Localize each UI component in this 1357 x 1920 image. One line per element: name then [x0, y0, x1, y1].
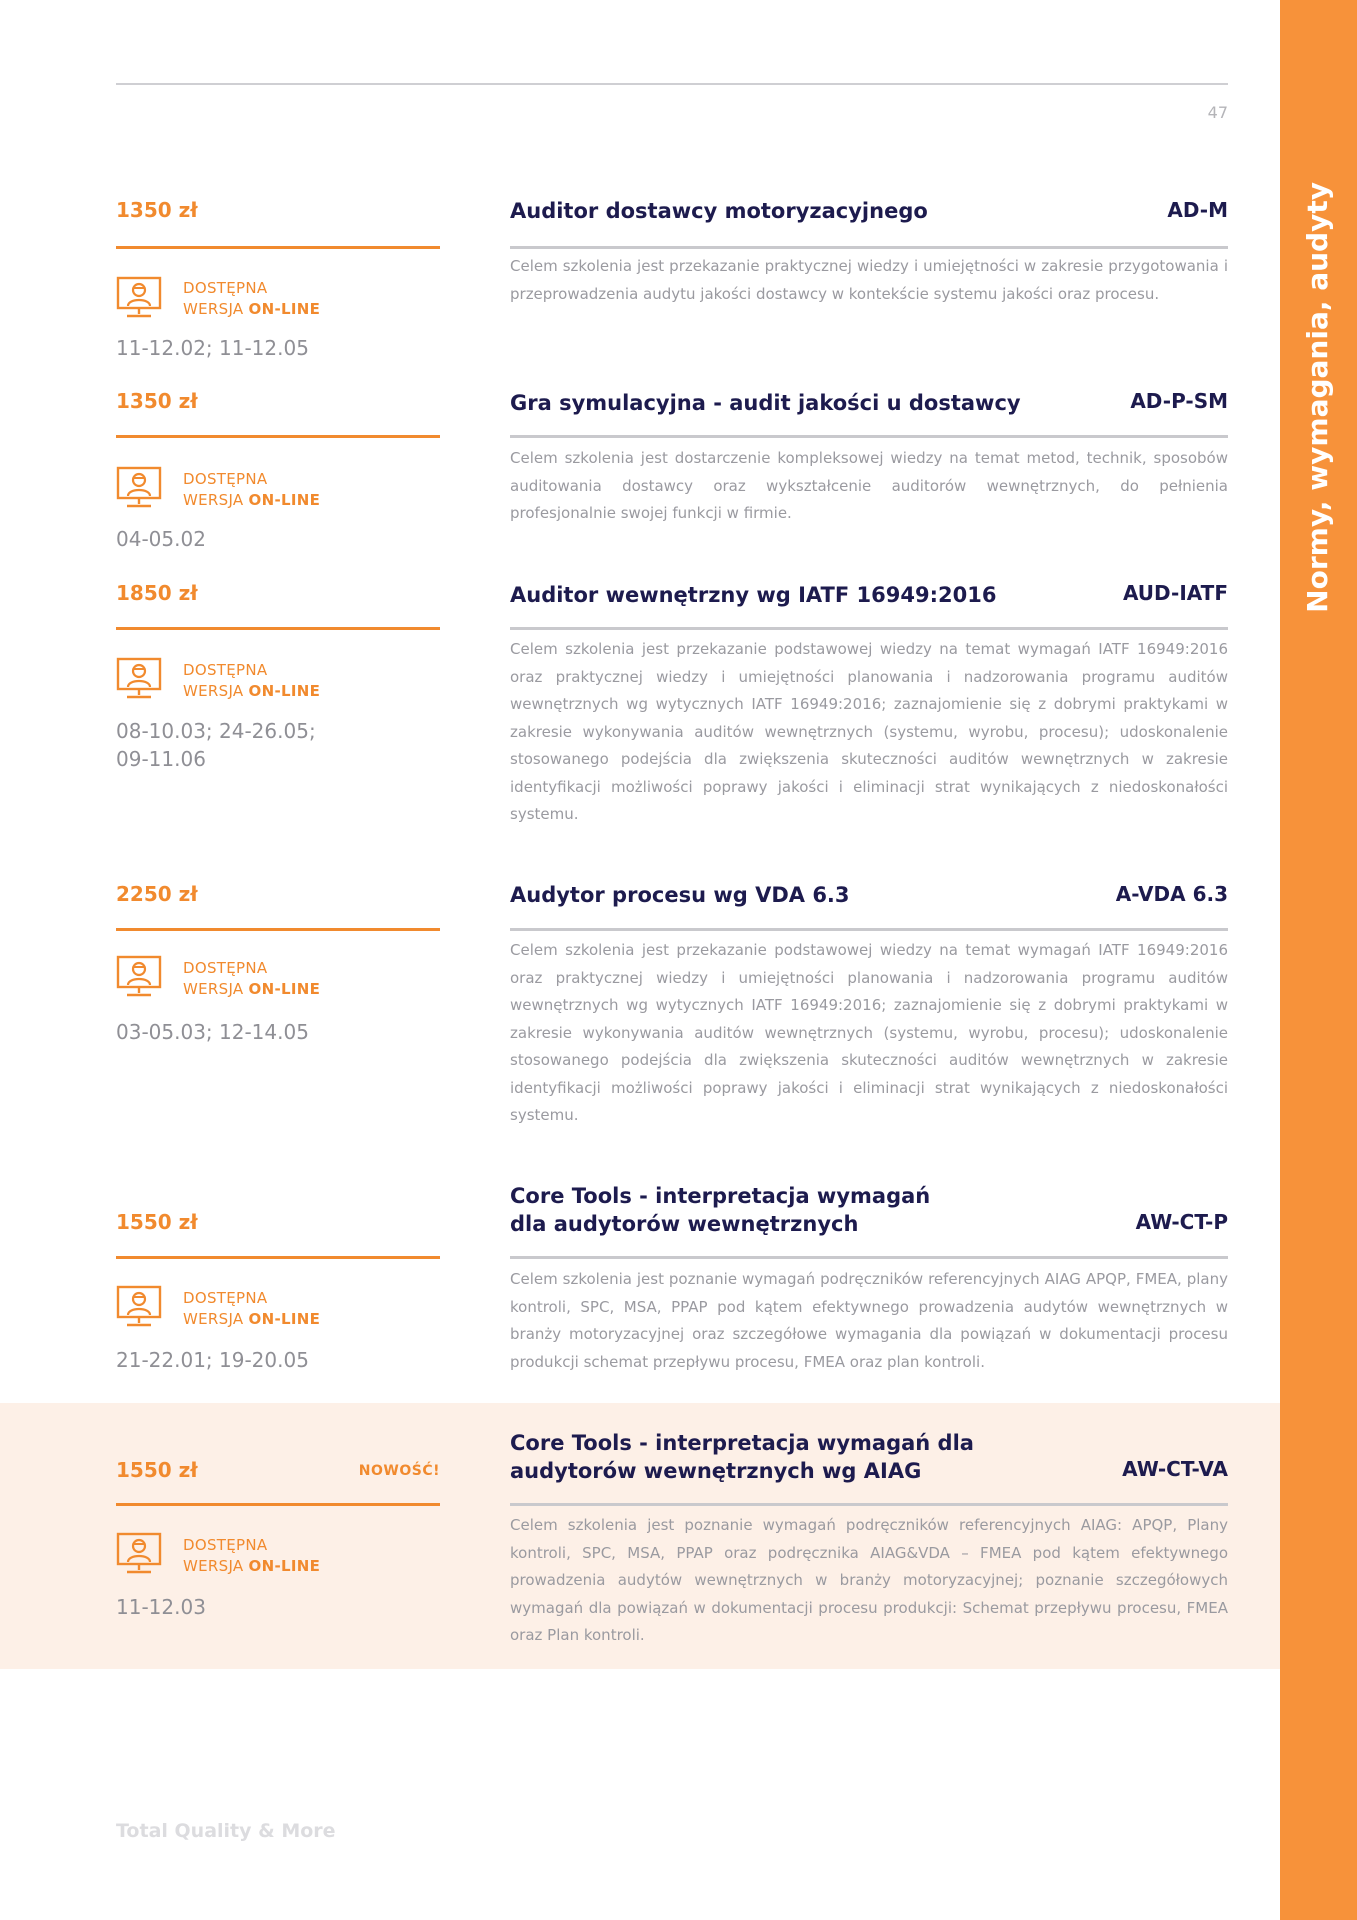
course-description: Celem szkolenia jest przekazanie praktycznej wiedzy i umiejętności w zakresie przygotowania i przeprowadzenia audytu jakości dostawcy w kontekście systemu jakości oraz procesu.: [510, 257, 1228, 303]
course-title: Core Tools - interpretacja wymagań dla audytorów wewnętrznych wg AIAG: [510, 1431, 974, 1483]
course-price: 1550 zł: [116, 1458, 198, 1482]
course-description: Celem szkolenia jest poznanie wymagań podręczników referencyjnych AIAG: APQP, Plany kontroli, SPC, MSA, PPAP oraz podręcznika AIAG&VDA – FMEA pod kątem efektywnego prowadzenia audytów wewnętrznych w branży motoryzacyjnej; poznanie szczegółowych wymagań dla powiązań w dokumentacji procesu produkcji: Schemat przepływu procesu, FMEA oraz Plan kontroli.: [510, 1516, 1228, 1644]
course-code: AD-M: [1167, 198, 1228, 222]
online-training-icon: [116, 657, 162, 701]
course-price: 1550 zł: [116, 1210, 198, 1234]
course-price: 1350 zł: [116, 198, 198, 222]
course-code: AW-CT-VA: [1122, 1457, 1228, 1481]
course-code: AD-P-SM: [1130, 389, 1228, 413]
course-dates: 21-22.01; 19-20.05: [116, 1348, 309, 1372]
course-description: Celem szkolenia jest poznanie wymagań podręczników referencyjnych AIAG APQP, FMEA, plany kontroli, SPC, MSA, PPAP pod kątem efektywnego prowadzenia audytów wewnętrznych w branży motoryzacyjnej oraz szczegółowe wymagania dla powiązań w dokumentacji procesu produkcji schemat przepływu procesu, FMEA oraz plan kontroli.: [510, 1270, 1228, 1371]
course-description: Celem szkolenia jest przekazanie podstawowej wiedzy na temat wymagań IATF 16949:2016 oraz praktycznej wiedzy i umiejętności planowania i nadzorowania programu auditów wewnętrznych wg wytycznych IATF 16949:2016; zaznajomienie się z dobrymi praktykami w zakresie wykonywania auditów wewnętrznych (systemu, wyrobu, procesu); udoskonalenie stosowanego podejścia dla zwiększenia skuteczności auditów wewnętrznych w zakresie identyfikacji możliwości poprawy jakości i eliminacji strat wynikających z niedoskonałości systemu.: [510, 941, 1228, 1124]
price-rule: [116, 246, 440, 249]
online-availability: DOSTĘPNA WERSJA ON-LINE: [183, 1536, 321, 1575]
course-dates: 11-12.03: [116, 1595, 206, 1619]
online-training-icon: [116, 1285, 162, 1329]
course-code: A-VDA 6.3: [1115, 882, 1228, 906]
new-badge: NOWOŚĆ!: [358, 1463, 440, 1479]
course-price: 1850 zł: [116, 581, 198, 605]
page-number: 47: [1207, 103, 1228, 122]
price-rule: [116, 627, 440, 630]
price-rule: [116, 928, 440, 931]
course-title: Auditor dostawcy motoryzacyjnego: [510, 199, 928, 223]
course-description: Celem szkolenia jest dostarczenie kompleksowej wiedzy na temat metod, technik, sposobów auditowania dostawcy oraz wykształcenie auditorów wewnętrznych, do pełnienia profesjonalnie swojej funkcji w firmie.: [510, 449, 1228, 522]
course-code: AUD-IATF: [1122, 581, 1228, 605]
course-price: 1350 zł: [116, 389, 198, 413]
course-code: AW-CT-P: [1135, 1210, 1228, 1234]
course-title: Gra symulacyjna - audit jakości u dostawcy: [510, 391, 1021, 415]
price-rule: [116, 1256, 440, 1259]
online-training-icon: [116, 955, 162, 999]
section-label: Normy, wymagania, audyty: [1301, 182, 1334, 613]
online-training-icon: [116, 466, 162, 510]
course-dates: 08-10.03; 24-26.05; 09-11.06: [116, 719, 316, 771]
title-rule: [510, 246, 1228, 249]
title-rule: [510, 627, 1228, 630]
title-rule: [510, 1503, 1228, 1506]
online-training-icon: [116, 1532, 162, 1576]
title-rule: [510, 435, 1228, 438]
course-dates: 03-05.03; 12-14.05: [116, 1020, 309, 1044]
online-availability: DOSTĘPNA WERSJA ON-LINE: [183, 1289, 321, 1328]
course-title: Core Tools - interpretacja wymagań dla audytorów wewnętrznych: [510, 1184, 931, 1236]
top-rule: [116, 83, 1228, 85]
course-price: 2250 zł: [116, 882, 198, 906]
course-title: Auditor wewnętrzny wg IATF 16949:2016: [510, 583, 997, 607]
course-dates: 04-05.02: [116, 527, 206, 551]
course-description: Celem szkolenia jest przekazanie podstawowej wiedzy na temat wymagań IATF 16949:2016 oraz praktycznej wiedzy i umiejętności planowania i nadzorowania programu auditów wewnętrznych wg wytycznych IATF 16949:2016; zaznajomienie się z dobrymi praktykami w zakresie wykonywania auditów wewnętrznych (systemu, wyrobu, procesu); udoskonalenie stosowanego podejścia dla zwiększenia skuteczności auditów wewnętrznych w zakresie identyfikacji możliwości poprawy jakości i eliminacji strat wynikających z niedoskonałości systemu.: [510, 640, 1228, 823]
price-rule: [116, 1503, 440, 1506]
title-rule: [510, 1256, 1228, 1259]
footer-brand: Total Quality & More: [116, 1820, 336, 1842]
title-rule: [510, 928, 1228, 931]
course-dates: 11-12.02; 11-12.05: [116, 336, 309, 360]
online-availability: DOSTĘPNA WERSJA ON-LINE: [183, 470, 321, 509]
price-rule: [116, 435, 440, 438]
online-availability: DOSTĘPNA WERSJA ON-LINE: [183, 279, 321, 318]
course-title: Audytor procesu wg VDA 6.3: [510, 883, 850, 907]
online-availability: DOSTĘPNA WERSJA ON-LINE: [183, 959, 321, 998]
online-availability: DOSTĘPNA WERSJA ON-LINE: [183, 661, 321, 700]
online-training-icon: [116, 276, 162, 320]
